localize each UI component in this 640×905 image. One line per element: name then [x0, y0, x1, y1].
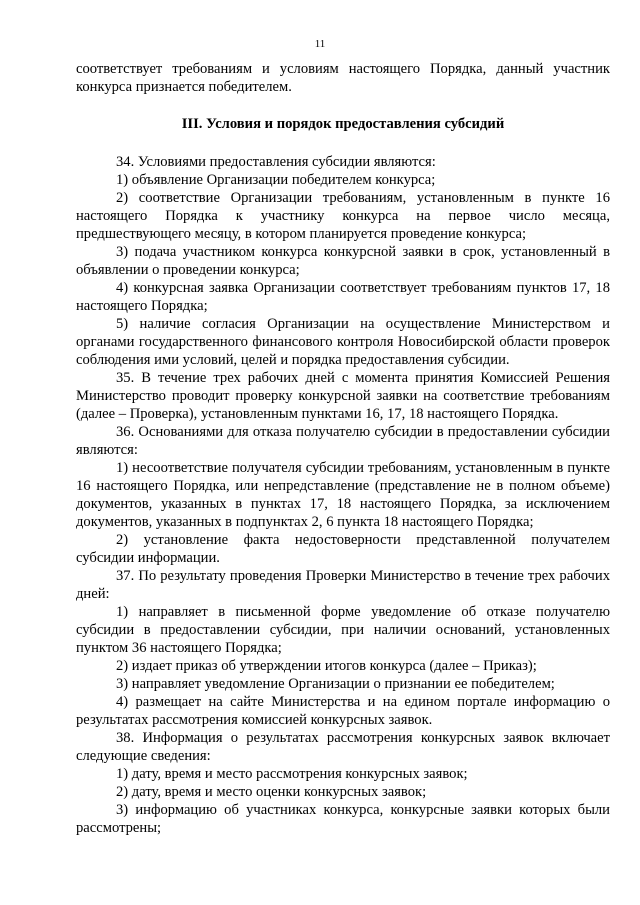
- clause-37-item-1: 1) направляет в письменной форме уведомление об отказе получателю субсидии в предоставлении субсидии, при наличии оснований, установленных пунктом 36 настоящего Порядка;: [76, 604, 610, 656]
- clause-38-item-3: 3) информацию об участниках конкурса, конкурсные заявки которых были рассмотрены;: [76, 802, 610, 836]
- clause-35: 35. В течение трех рабочих дней с момента принятия Комиссией Решения Министерство проводит проверку конкурсной заявки на соответствие требованиям (далее – Проверка), установленным пунктами 16, 17, 18 настоящего Порядка.: [76, 370, 610, 422]
- clause-37-item-4: 4) размещает на сайте Министерства и на едином портале информацию о результатах рассмотрения комиссией конкурсных заявок.: [76, 694, 610, 728]
- paragraph-list: [76, 153, 610, 837]
- clause-38-item-1: 1) дату, время и место рассмотрения конкурсных заявок;: [116, 766, 468, 782]
- clause-36-item-1: 1) несоответствие получателя субсидии требованиям, установленным в пункте 16 настоящего Порядка, или непредставление (представление не в полном объеме) документов, указанных в пунктах 17, 18 настоящего Порядка, за исключением документов, указанных в подпунктах 2, 6 пункта 18 настоящего Порядка;: [76, 460, 610, 530]
- section-heading: III. Условия и порядок предоставления субсидий: [181, 116, 505, 132]
- page-number: 11: [314, 38, 326, 50]
- clause-36-item-2: 2) установление факта недостоверности представленной получателем субсидии информации.: [76, 532, 610, 566]
- intro-paragraph: соответствует требованиям и условиям настоящего Порядка, данный участник конкурса признается победителем.: [76, 61, 610, 95]
- document-body: [76, 60, 610, 837]
- clause-34-item-5: 5) наличие согласия Организации на осуществление Министерством и органами государственного финансового контроля Новосибирской области проверок соблюдения ими условий, целей и порядка предоставления субсидии.: [76, 316, 610, 368]
- clause-37-heading: 37. По результату проведения Проверки Министерство в течение трех рабочих дней:: [76, 568, 610, 602]
- clause-37-item-3: 3) направляет уведомление Организации о признании ее победителем;: [116, 676, 555, 692]
- clause-34-item-3: 3) подача участником конкурса конкурсной заявки в срок, установленный в объявлении о проведении конкурса;: [76, 244, 610, 278]
- clause-38-heading: 38. Информация о результатах рассмотрения конкурсных заявок включает следующие сведения:: [76, 730, 610, 764]
- clause-36-heading: 36. Основаниями для отказа получателю субсидии в предоставлении субсидии являются:: [76, 424, 610, 458]
- clause-34-item-4: 4) конкурсная заявка Организации соответствует требованиям пунктов 17, 18 настоящего Порядка;: [76, 280, 610, 314]
- clause-34-heading: 34. Условиями предоставления субсидии являются:: [116, 154, 436, 170]
- clause-38-item-2: 2) дату, время и место оценки конкурсных заявок;: [116, 784, 427, 800]
- clause-37-item-2: 2) издает приказ об утверждении итогов конкурса (далее – Приказ);: [116, 658, 537, 674]
- clause-34-item-2: 2) соответствие Организации требованиям, установленным в пункте 16 настоящего Порядка к участнику конкурса на первое число месяца, предшествующего месяцу, в котором планируется проведение конкурса;: [76, 190, 610, 242]
- clause-34-item-1: 1) объявление Организации победителем конкурса;: [116, 172, 436, 188]
